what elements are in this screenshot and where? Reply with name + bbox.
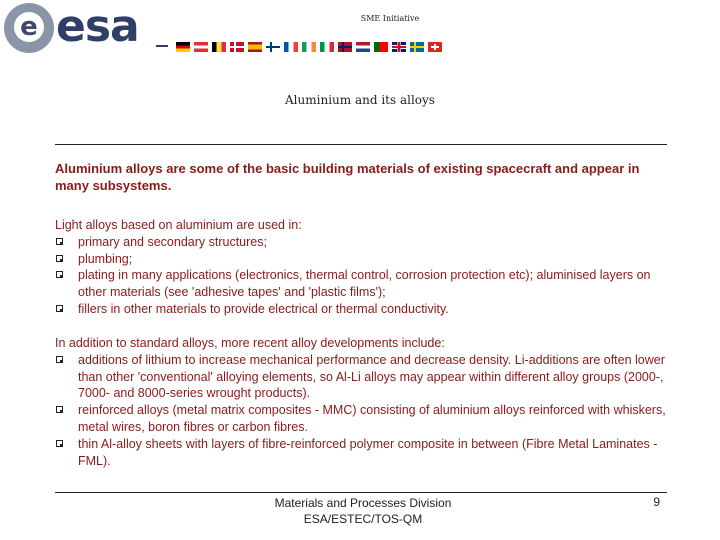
esa-logo-emblem — [4, 3, 54, 53]
page-number: 9 — [653, 495, 660, 509]
checkbox-bullet-icon — [56, 255, 63, 262]
flag-spain-icon — [248, 42, 262, 52]
esa-logo-text: esa — [56, 1, 139, 52]
title-divider — [55, 144, 667, 145]
checkbox-bullet-icon — [56, 406, 63, 413]
list-item: additions of lithium to increase mechanical performance and decrease density. Li-additions are often lower than other 'conventional' alloying elements, so Al-Li alloys may appear within different alloy groups (2000-, 7000- and 8000-series wrought products). — [55, 352, 667, 402]
flag-sweden-icon — [410, 42, 424, 52]
developments-section — [55, 335, 667, 469]
uses-section — [55, 217, 667, 318]
flag-netherlands-icon — [356, 42, 370, 52]
list-item: primary and secondary structures; — [55, 234, 667, 251]
flag-italy-icon — [320, 42, 334, 52]
uses-intro: Light alloys based on aluminium are used in: — [55, 218, 302, 232]
list-item: thin Al-alloy sheets with layers of fibre-reinforced polymer composite in between (Fibre Metal Laminates - FML). — [55, 436, 667, 470]
flag-norway-icon — [338, 42, 352, 52]
developments-list — [55, 352, 667, 470]
sme-initiative-label: SME Initiative — [360, 14, 420, 23]
member-state-flags — [176, 42, 442, 52]
uses-list — [55, 234, 667, 318]
footer-divider — [55, 492, 667, 493]
list-item: reinforced alloys (metal matrix composites - MMC) consisting of aluminium alloys reinforced with whiskers, metal wires, boron fibres or carbon fibres. — [55, 402, 667, 436]
list-item: fillers in other materials to provide electrical or thermal conductivity. — [55, 301, 667, 318]
footer — [0, 495, 720, 527]
checkbox-bullet-icon — [56, 238, 63, 245]
footer-division: Materials and Processes Division — [274, 496, 452, 510]
checkbox-bullet-icon — [56, 356, 63, 363]
lead-paragraph: Aluminium alloys are some of the basic building materials of existing spacecraft and appear in many subsystems. — [55, 161, 640, 193]
footer-department: ESA/ESTEC/TOS-QM — [303, 512, 423, 526]
flag-belgium-icon — [212, 42, 226, 52]
checkbox-bullet-icon — [56, 440, 63, 447]
flag-switzerland-icon — [428, 42, 442, 52]
developments-intro: In addition to standard alloys, more recent alloy developments include: — [55, 336, 445, 350]
flag-austria-icon — [194, 42, 208, 52]
checkbox-bullet-icon — [56, 305, 63, 312]
slide-title: Aluminium and its alloys — [285, 93, 435, 107]
list-item: plumbing; — [55, 251, 667, 268]
flag-portugal-icon — [374, 42, 388, 52]
flag-france-icon — [284, 42, 298, 52]
logo-underline — [156, 45, 168, 47]
checkbox-bullet-icon — [56, 271, 63, 278]
flag-germany-icon — [176, 42, 190, 52]
esa-logo-glyph: e — [14, 12, 44, 42]
list-item: plating in many applications (electronics, thermal control, corrosion protection etc); aluminised layers on other materials (see 'adhesive tapes' and 'plastic films'); — [55, 267, 667, 301]
flag-ireland-icon — [302, 42, 316, 52]
flag-denmark-icon — [230, 42, 244, 52]
flag-united-kingdom-icon — [392, 42, 406, 52]
flag-finland-icon — [266, 42, 280, 52]
